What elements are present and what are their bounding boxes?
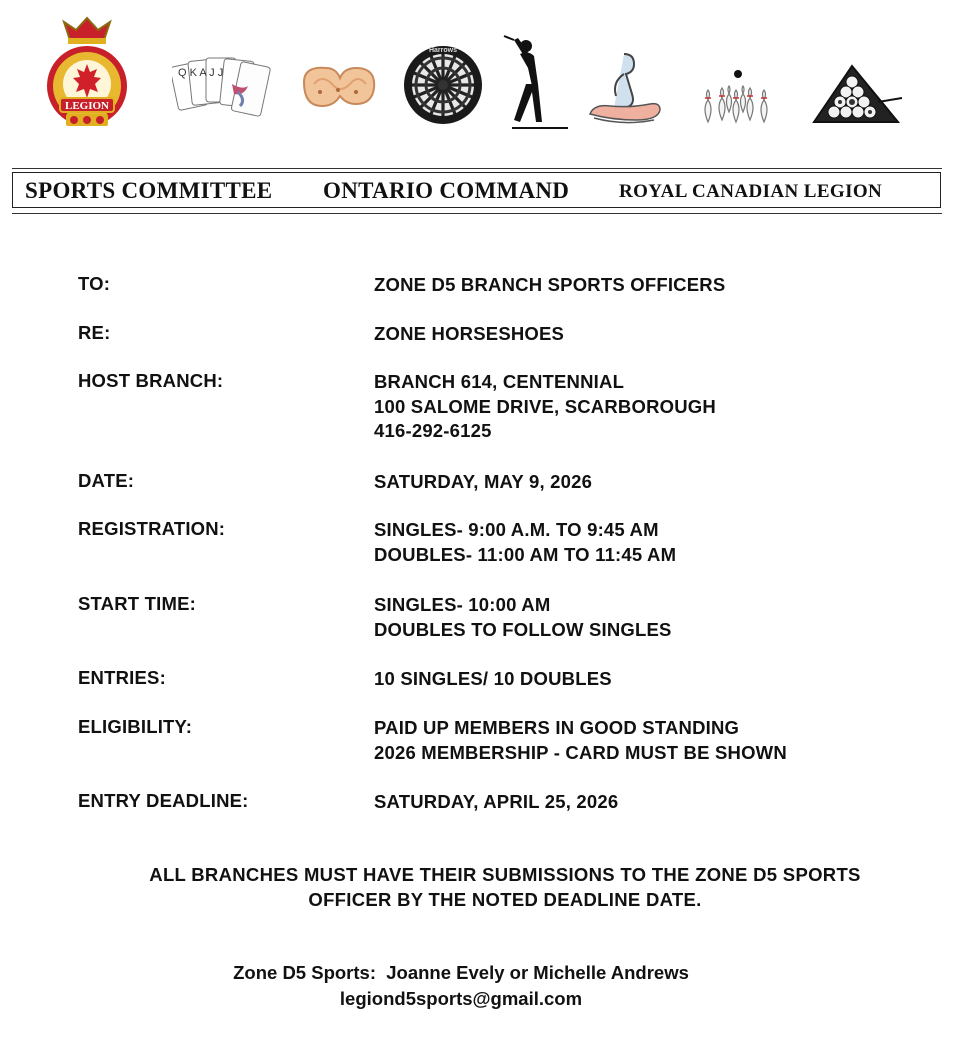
field-label: REGISTRATION: <box>78 518 226 539</box>
host-branch-address: 100 SALOME DRIVE, SCARBOROUGH <box>374 395 716 417</box>
host-branch-name: BRANCH 614, CENTENNIAL <box>374 371 625 392</box>
contact-block <box>0 960 922 1012</box>
field-value <box>374 518 676 567</box>
cribbage-board-icon <box>298 62 380 118</box>
entries-value: 10 SINGLES/ 10 DOUBLES <box>374 668 612 689</box>
contact-names: Zone D5 Sports: Joanne Evely or Michelle Andrews <box>233 962 689 983</box>
host-branch-phone: 416-292-6125 <box>374 420 492 441</box>
registration-doubles: DOUBLES- 11:00 AM TO 11:45 AM <box>374 543 677 565</box>
organization-title: ROYAL CANADIAN LEGION <box>619 181 883 202</box>
notice-line-1: ALL BRANCHES MUST HAVE THEIR SUBMISSIONS TO THE ZONE D5 SPORTS <box>149 864 861 885</box>
sports-icons-row <box>0 0 957 140</box>
field-label: HOST BRANCH: <box>78 370 224 391</box>
logo-text: LEGION <box>64 100 110 112</box>
dartboard-brand: Harrows <box>428 47 458 54</box>
date-value: SATURDAY, MAY 9, 2026 <box>374 471 593 492</box>
legion-logo-icon <box>44 14 130 132</box>
field-label: DATE: <box>78 470 135 491</box>
registration-singles: SINGLES- 9:00 A.M. TO 9:45 AM <box>374 519 659 540</box>
field-label: ELIGIBILITY: <box>78 716 193 737</box>
field-label: ENTRY DEADLINE: <box>78 790 249 811</box>
golfer-icon <box>490 34 570 132</box>
field-label: ENTRIES: <box>78 667 166 688</box>
svg-text:Q K A J J: Q K A J J <box>178 67 224 79</box>
horseshoe-pitcher-icon <box>584 48 664 128</box>
submission-notice <box>0 862 957 912</box>
field-value <box>374 790 618 815</box>
banner-top-rule <box>12 168 942 169</box>
field-label: TO: <box>78 273 111 294</box>
header-banner <box>12 172 941 208</box>
contact-email[interactable]: legiond5sports@gmail.com <box>339 988 583 1009</box>
entry-deadline-value: SATURDAY, APRIL 25, 2026 <box>374 791 619 812</box>
to-value: ZONE D5 BRANCH SPORTS OFFICERS <box>374 274 726 295</box>
eligibility-line-1: PAID UP MEMBERS IN GOOD STANDING <box>374 717 740 738</box>
eligibility-line-2: 2026 MEMBERSHIP - CARD MUST BE SHOWN <box>374 741 787 763</box>
start-doubles: DOUBLES TO FOLLOW SINGLES <box>374 618 672 640</box>
notice-line-2: OFFICER BY THE NOTED DEADLINE DATE. <box>308 889 702 910</box>
field-label: START TIME: <box>78 593 196 614</box>
command-title: ONTARIO COMMAND <box>323 178 570 203</box>
field-value <box>374 322 564 347</box>
dartboard-icon <box>402 44 484 126</box>
re-value: ZONE HORSESHOES <box>374 323 565 344</box>
committee-title: SPORTS COMMITTEE <box>25 178 273 203</box>
banner-bottom-rule <box>12 213 942 214</box>
bowling-pins-icon <box>698 68 778 126</box>
field-value <box>374 470 592 495</box>
field-value <box>374 593 672 642</box>
billiards-rack-icon <box>808 62 904 128</box>
field-value <box>374 370 716 444</box>
field-value <box>374 667 612 692</box>
field-label: RE: <box>78 322 111 343</box>
field-value <box>374 716 787 765</box>
playing-cards-icon <box>172 54 274 126</box>
start-singles: SINGLES- 10:00 AM <box>374 594 551 615</box>
field-value <box>374 273 725 298</box>
